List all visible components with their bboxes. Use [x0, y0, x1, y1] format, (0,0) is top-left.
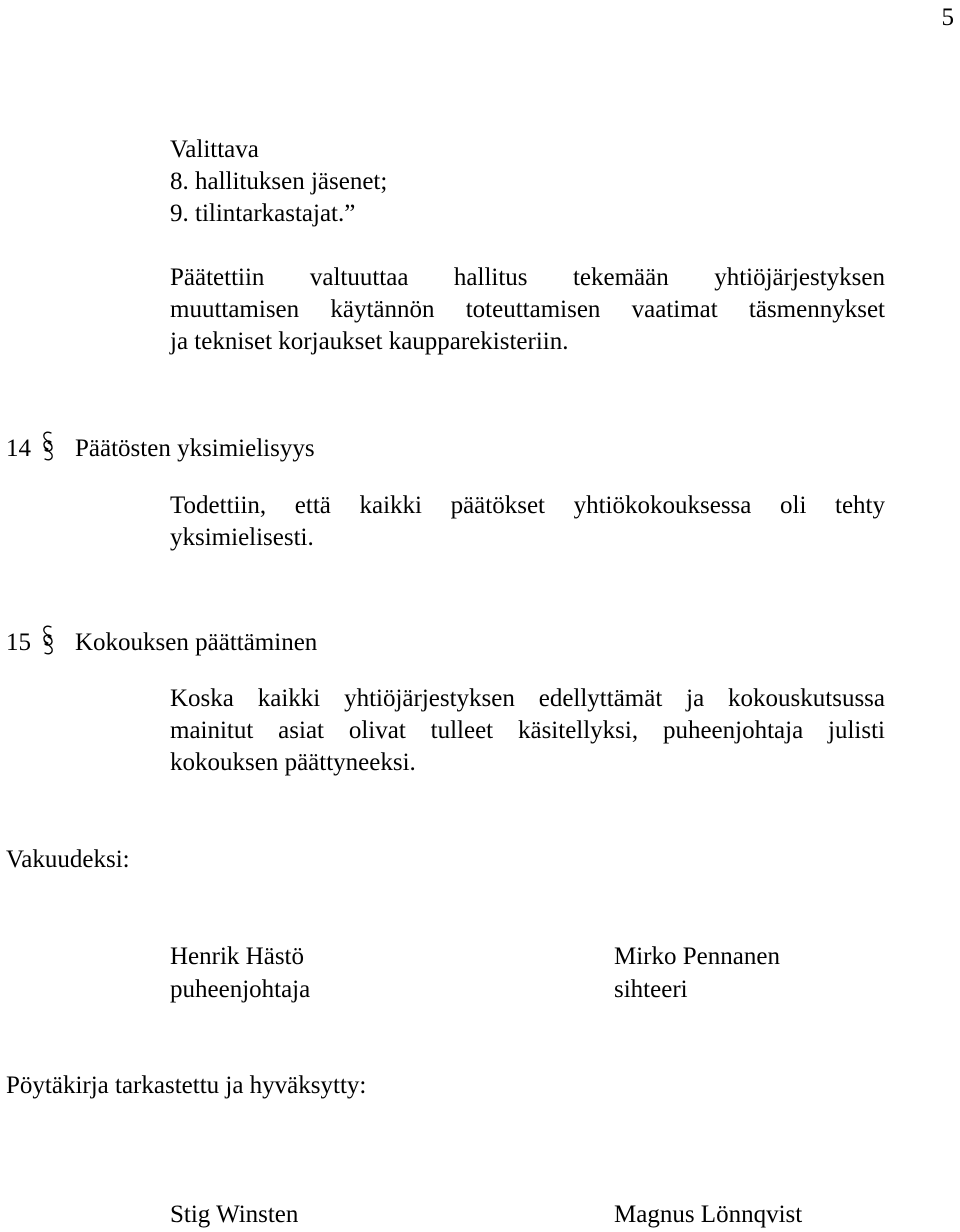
- section-number: 15: [6, 629, 31, 656]
- section-14-body: [170, 490, 885, 554]
- section-sign-icon: [41, 624, 55, 656]
- election-item: 8. hallituksen jäsenet;: [170, 168, 388, 195]
- signer-name: Mirko Pennanen: [614, 943, 780, 970]
- page-number: 5: [941, 4, 954, 31]
- signer-role: sihteeri: [614, 976, 688, 1003]
- section-sign-icon: [41, 430, 55, 462]
- section-14-heading: [6, 424, 315, 465]
- section-number: 14: [6, 435, 31, 462]
- signer-name: Henrik Hästö: [170, 943, 304, 970]
- election-label: Valittava: [170, 136, 259, 163]
- amendment-paragraph: [170, 262, 885, 358]
- signer-role: puheenjohtaja: [170, 976, 311, 1003]
- paragraph-line: mainitut asiat olivat tulleet käsitellyksi, puheenjohtaja julisti: [170, 717, 885, 744]
- election-item: 9. tilintarkastajat.”: [170, 200, 356, 227]
- paragraph-line: Todettiin, että kaikki päätökset yhtiökokouksessa oli tehty: [170, 492, 885, 519]
- verifier-name: Stig Winsten: [170, 1201, 299, 1228]
- paragraph-line: ja tekniset korjaukset kaupparekisteriin.: [170, 328, 569, 355]
- section-title: Kokouksen päättäminen: [75, 629, 318, 656]
- section-15-heading: [6, 618, 317, 659]
- paragraph-line: Päätettiin valtuuttaa hallitus tekemään yhtiöjärjestyksen: [170, 264, 885, 291]
- paragraph-line: kokouksen päättyneeksi.: [170, 749, 416, 776]
- section-15-body: [170, 683, 885, 779]
- paragraph-line: muuttamisen käytännön toteuttamisen vaatimat täsmennykset: [170, 296, 885, 323]
- paragraph-line: yksimielisesti.: [170, 524, 314, 551]
- verification-label: Pöytäkirja tarkastettu ja hyväksytty:: [6, 1072, 367, 1099]
- verifier-name: Magnus Lönnqvist: [614, 1201, 803, 1228]
- attestation-label: Vakuudeksi:: [6, 846, 130, 873]
- section-title: Päätösten yksimielisyys: [75, 435, 315, 462]
- paragraph-line: Koska kaikki yhtiöjärjestyksen edellyttämät ja kokouskutsussa: [170, 685, 885, 712]
